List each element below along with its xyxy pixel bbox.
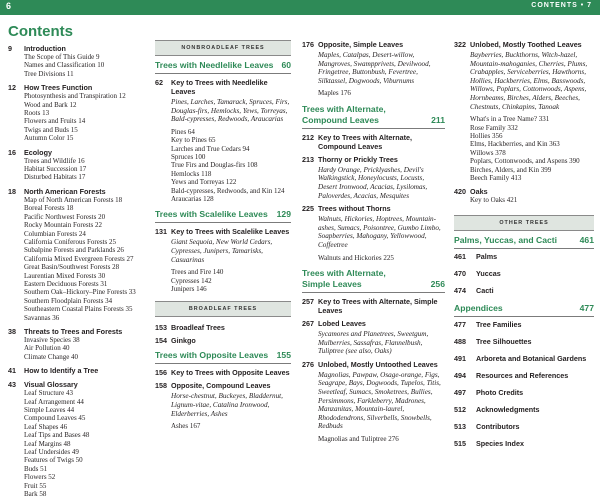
entry-key-alternate-compound[interactable]: 212 Key to Trees with Alternate, Compound Leaves: [302, 132, 412, 151]
sub-entry[interactable]: Leaf Shapes 46: [24, 422, 68, 431]
contents-column-1: [8, 23, 146, 498]
sub-entry[interactable]: Cypresses 142: [171, 276, 212, 285]
species-list: Maples, Catalpas, Desert-willow, Mangroves, Swampprivets, Devilwood, Fringetree, Buttonbush, Fevertree, Silktassel, Dogwoods, Viburnums: [318, 51, 431, 85]
sub-entry[interactable]: Twigs and Buds 15: [24, 125, 78, 134]
section-introduction[interactable]: [8, 44, 146, 78]
section-heading: How Trees Function: [24, 83, 93, 93]
section-heading: Threats to Trees and Forests: [24, 326, 123, 336]
sub-entry[interactable]: Climate Change 40: [24, 352, 79, 361]
sub-entries: [155, 422, 291, 430]
sub-entry[interactable]: Air Pollution 40: [24, 344, 70, 353]
entry-opposite-compound[interactable]: 158 Opposite, Compound Leaves: [155, 381, 271, 391]
entry-species-index[interactable]: [454, 439, 594, 448]
entry-resources-and-references[interactable]: [454, 371, 594, 380]
sub-entry[interactable]: Tree Divisions 11: [24, 69, 74, 78]
section-bar-other: OTHER TREES: [454, 215, 594, 231]
section-heading: How to Identify a Tree: [24, 366, 99, 376]
entry-yuccas[interactable]: [454, 269, 594, 278]
page-header: [0, 0, 600, 15]
section-heading: North American Forests: [24, 186, 106, 196]
entry-page: 512: [454, 404, 466, 414]
entry-key-alternate-simple[interactable]: 257 Key to Trees with Alternate, Simple Leaves: [302, 296, 438, 315]
entry-cacti[interactable]: [454, 286, 594, 295]
palms-list: [454, 252, 594, 295]
species-list: Walnuts, Hickories, Hoptrees, Mountain-ashes, Sumacs, Poisontree, Gumbo Limbo, Soapberries, Mahogany, Yellowwood, Coffeetree: [318, 215, 441, 249]
section-page: 18: [8, 186, 16, 196]
section-heading: Introduction: [24, 44, 66, 53]
entry-tree-silhouettes[interactable]: [454, 337, 594, 346]
sub-entry[interactable]: Map of North American Forests 18: [24, 195, 123, 204]
appendices-list: [454, 320, 594, 448]
sub-entry[interactable]: Maples 176: [318, 89, 351, 98]
entry-acknowledgments[interactable]: [454, 405, 594, 414]
group-palms-yuccas-cacti[interactable]: Palms, Yuccas, and Cacti 461: [454, 234, 594, 245]
entry-label: Palms: [476, 251, 498, 261]
entry-lobed[interactable]: 267 Lobed Leaves: [302, 318, 366, 328]
sub-entry[interactable]: Ashes 167: [171, 422, 201, 431]
sub-entry[interactable]: Hollies 356: [470, 131, 503, 140]
sub-entry[interactable]: Trees and Fire 140: [171, 268, 224, 277]
section-page: 38: [8, 326, 16, 336]
sub-entry[interactable]: Southeastern Coastal Plains Forests 35: [24, 305, 133, 314]
sub-entry[interactable]: Willows 378: [470, 148, 506, 157]
entry-label: Species Index: [476, 438, 524, 448]
entry-label: Contributors: [476, 421, 520, 431]
divider: [155, 363, 291, 364]
sub-entry[interactable]: Photosynthesis and Transpiration 12: [24, 92, 126, 101]
sub-entry[interactable]: Roots 13: [24, 109, 50, 118]
sub-entry[interactable]: Rose Family 332: [470, 123, 518, 132]
entry-arboreta-and-botanical-gardens[interactable]: [454, 354, 594, 363]
species-list: Bayberries, Buckthorns, Witch-hazel, Mountain-mahoganies, Cherries, Plums, Crabapples, Serviceberries, Hawthorns, Hollies, Hackberries, Elms, Basswoods, Willows, Poplars, Cottonwoods, Aspens, Hornbeams, Birches, Alders, Beeches, Chestnuts, Chinkapins, Tanoak: [470, 51, 588, 111]
sub-entry[interactable]: Larches and True Cedars 94: [171, 144, 250, 153]
sub-entries: [454, 196, 594, 204]
sub-entry[interactable]: Leaf Margins 48: [24, 439, 71, 448]
section-page: 9: [8, 44, 12, 53]
sub-entries: [155, 268, 291, 293]
section-page: 16: [8, 147, 16, 157]
entry-label: Photo Credits: [476, 387, 524, 397]
divider: [454, 248, 594, 249]
entry-page: 461: [454, 251, 466, 261]
sub-entry[interactable]: Features of Twigs 50: [24, 456, 83, 465]
sub-entry[interactable]: Poplars, Cottonwoods, and Aspens 390: [470, 157, 580, 166]
sub-entry[interactable]: Leaf Tips and Bases 48: [24, 431, 90, 440]
sub-entry[interactable]: Rocky Mountain Forests 22: [24, 221, 102, 230]
sub-entry[interactable]: Wood and Bark 12: [24, 100, 77, 109]
group-scalelike[interactable]: Trees with Scalelike Leaves 129: [155, 209, 291, 220]
section-page: 43: [8, 380, 16, 390]
group-alternate-simple[interactable]: Trees with Alternate, Simple Leaves 256: [302, 267, 445, 289]
entry-page: 488: [454, 336, 466, 346]
entry-unlobed-untoothed[interactable]: 276 Unlobed, Mostly Untoothed Leaves: [302, 359, 438, 369]
sub-entry[interactable]: Hemlocks 118: [171, 169, 212, 178]
sub-entry[interactable]: Flowers and Fruits 14: [24, 117, 86, 126]
entry-tree-families[interactable]: [454, 320, 594, 329]
entry-page: 497: [454, 387, 466, 397]
sub-entry[interactable]: Key to Pines 65: [171, 136, 216, 145]
species-list: Sycamores and Planetrees, Sweetgum, Mulberries, Sassafras, Flannelbush, Tuliptree (see also, Oaks): [318, 329, 429, 356]
contents-column-3: [302, 40, 445, 443]
divider: [155, 222, 291, 223]
sub-entry[interactable]: Junipers 146: [171, 285, 207, 294]
entry-unlobed-toothed[interactable]: 322 Unlobed, Mostly Toothed Leaves: [454, 40, 582, 49]
section-bar-nonbroadleaf: NONBROADLEAF TREES: [155, 40, 291, 56]
entry-key-opposite[interactable]: 156 Key to Trees with Opposite Leaves: [155, 368, 290, 378]
contents-column-4: [454, 40, 594, 448]
sub-entry[interactable]: Great Basin/Southwest Forests 28: [24, 263, 120, 272]
section-ecology[interactable]: [8, 148, 146, 182]
sub-entry[interactable]: Simple Leaves 44: [24, 406, 75, 414]
sub-entry[interactable]: Eastern Deciduous Forests 31: [24, 279, 108, 288]
section-page: 12: [8, 83, 16, 93]
section-bar-broadleaf: BROADLEAF TREES: [155, 301, 291, 317]
entry-ginkgo[interactable]: 154 Ginkgo: [155, 336, 196, 346]
sub-entry[interactable]: California Coniferous Forests 25: [24, 237, 116, 246]
sub-entry[interactable]: Names and Classification 10: [24, 61, 105, 70]
sub-entry[interactable]: Bark 58: [24, 490, 47, 498]
sub-entry[interactable]: California Mixed Evergreen Forests 27: [24, 254, 134, 263]
entry-palms[interactable]: [454, 252, 594, 261]
section-heading: Ecology: [24, 147, 52, 157]
sub-entry[interactable]: Araucarias 128: [171, 195, 214, 204]
sub-entry[interactable]: Fruit 55: [24, 481, 47, 490]
sub-entry[interactable]: Key to Oaks 421: [470, 196, 518, 205]
species-list: Giant Sequoia, New World Cedars, Cypresses, Junipers, Tamarisks, Casuarinas: [171, 238, 273, 264]
sub-entry[interactable]: Bald-cypresses, Redwoods, and Kin 124: [171, 186, 285, 195]
sub-entry[interactable]: Buds 51: [24, 464, 48, 473]
group-opposite[interactable]: Trees with Opposite Leaves 155: [155, 350, 291, 361]
sub-entry[interactable]: True Firs and Douglas-firs 108: [171, 161, 258, 170]
entry-key-scalelike[interactable]: 131 Key to Trees with Scalelike Leaves: [155, 227, 290, 237]
sub-entry[interactable]: Birches, Alders, and Kin 399: [470, 165, 552, 174]
sub-entry[interactable]: Autumn Color 15: [24, 134, 74, 143]
species-list: Hardy Orange, Pricklyashes, Devil's Walkingstick, Honeylocusts, Locusts, Desert Ironwood, Acacias, Lysilomas, Paloverdes, Acacias, Mesquites: [318, 165, 428, 200]
sub-entry[interactable]: Boreal Forests 18: [24, 204, 74, 213]
sub-entry[interactable]: Yews and Torreyas 122: [171, 178, 237, 187]
sub-entry[interactable]: Trees and Wildlife 16: [24, 156, 85, 165]
running-head: CONTENTS • 7: [531, 2, 592, 9]
sub-entry[interactable]: The Scope of This Guide 9: [24, 53, 100, 61]
sub-entry[interactable]: Magnolias and Tuliptree 276: [318, 434, 399, 443]
entry-page: 494: [454, 370, 466, 380]
entry-label: Acknowledgments: [476, 404, 540, 414]
sub-entries: [302, 89, 445, 97]
entry-thorny[interactable]: 213 Thorny or Prickly Trees: [302, 154, 398, 164]
divider: [302, 128, 445, 129]
sub-entry[interactable]: Invasive Species 38: [24, 335, 80, 344]
contents-column-2: [155, 40, 291, 431]
page-number-left: 6: [6, 1, 12, 11]
page-title: Contents: [8, 23, 73, 40]
species-list: Pines, Larches, Tamarack, Spruces, Firs, Douglas-firs, Hemlocks, Yews, Torreyas, Bald-cypresses, Redwoods, Araucarias: [171, 98, 290, 124]
sub-entry[interactable]: Habitat Succession 17: [24, 165, 87, 174]
entry-key-needlelike[interactable]: 62 Key to Trees with Needlelike Leaves: [155, 78, 268, 96]
sub-entry[interactable]: Pines 64: [171, 127, 195, 136]
sub-entry[interactable]: Leaf Undersides 49: [24, 448, 79, 457]
sub-entries: [302, 435, 445, 443]
sub-entry[interactable]: Laurentian Mixed Forests 30: [24, 271, 106, 280]
section-north-american-forests[interactable]: [8, 187, 146, 322]
divider: [155, 73, 291, 74]
section-how-trees-function[interactable]: [8, 83, 146, 142]
sub-entry[interactable]: Leaf Arrangement 44: [24, 397, 84, 406]
entry-page: 513: [454, 421, 466, 431]
sub-entry[interactable]: What's in a Tree Name? 331: [470, 115, 550, 124]
group-needlelike[interactable]: Trees with Needlelike Leaves 60: [155, 60, 291, 70]
sub-entry[interactable]: Leaf Structure 43: [24, 389, 73, 398]
entry-page: 491: [454, 353, 466, 363]
divider: [454, 316, 594, 317]
entry-contributors[interactable]: [454, 422, 594, 431]
entry-label: Arboreta and Botanical Gardens: [476, 353, 587, 363]
group-alternate-compound[interactable]: Trees with Alternate, Compound Leaves 211: [302, 103, 445, 125]
sub-entry[interactable]: Pacific Northwest Forests 20: [24, 212, 106, 221]
sub-entry[interactable]: Flowers 52: [24, 473, 56, 482]
section-page: 41: [8, 366, 16, 376]
entry-without-thorns[interactable]: 225 Trees without Thorns: [302, 204, 391, 214]
sub-entry[interactable]: Disturbed Habitats 17: [24, 173, 86, 182]
entry-broadleaf[interactable]: 153 Broadleaf Trees: [155, 323, 225, 333]
entry-label: Tree Silhouettes: [476, 336, 532, 346]
divider: [302, 292, 445, 293]
sub-entry[interactable]: Spruces 100: [171, 153, 206, 161]
section-visual-glossary[interactable]: [8, 380, 146, 498]
section-threats-to-trees-and-forests[interactable]: [8, 327, 146, 361]
entry-page: 474: [454, 285, 466, 295]
sub-entry[interactable]: Beech Family 413: [470, 174, 522, 182]
species-list: Magnolias, Pawpaw, Osage-orange, Figs, Seagrape, Bays, Dogwoods, Tupelos, Titis, Sweetleaf, Sumacs, Smoketrees, Bullies, Persimmons, Farkleberry, Madrones, Manzanitas, Mountain-laurel, Rhododendrons, Silverbells, Snowbells, Redbuds: [318, 370, 441, 431]
sub-entry[interactable]: Savannas 36: [24, 313, 60, 322]
section-how-to-identify-a-tree[interactable]: [8, 366, 146, 375]
sub-entry[interactable]: Southern Oak–Hickory–Pine Forests 33: [24, 288, 136, 297]
species-list: Horse-chestnut, Buckeyes, Bladdernut, Lignum-vitae, Catalina Ironwood, Elderberries, Ashes: [171, 392, 283, 418]
entry-label: Resources and References: [476, 370, 569, 380]
entry-page: 515: [454, 438, 466, 448]
entry-page: 470: [454, 268, 466, 278]
sub-entry[interactable]: Walnuts and Hickories 225: [318, 253, 394, 262]
entry-oaks[interactable]: 420 Oaks: [454, 187, 488, 197]
entry-photo-credits[interactable]: [454, 388, 594, 397]
entry-label: Yuccas: [476, 268, 501, 278]
sub-entries: [302, 254, 445, 262]
entry-opposite-simple[interactable]: 176 Opposite, Simple Leaves: [302, 40, 404, 49]
group-appendices[interactable]: Appendices 477: [454, 302, 594, 313]
sub-entry[interactable]: Elms, Hackberries, and Kin 363: [470, 140, 560, 149]
entry-page: 477: [454, 319, 466, 329]
sub-entry[interactable]: Compound Leaves 45: [24, 414, 86, 423]
sub-entries: [454, 115, 594, 182]
sub-entry[interactable]: Subalpine Forests and Parklands 26: [24, 246, 124, 255]
sub-entry[interactable]: Southern Floodplain Forests 34: [24, 296, 113, 305]
entry-label: Tree Families: [476, 319, 522, 329]
section-heading: Visual Glossary: [24, 380, 78, 390]
entry-label: Cacti: [476, 285, 494, 295]
sub-entry[interactable]: Columbian Forests 24: [24, 229, 86, 238]
sub-entries: [155, 128, 291, 204]
